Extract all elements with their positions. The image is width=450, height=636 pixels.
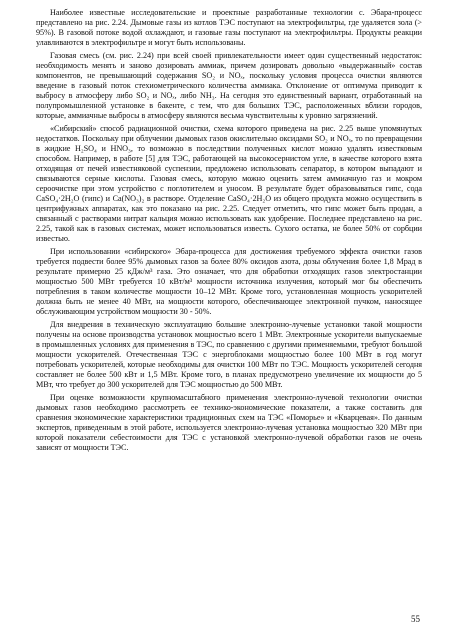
page-number: 55 [411, 614, 420, 624]
paragraph-2: Газовая смесь (см. рис. 2.24) при всей своей привлекательности имеет один существенный недостаток: необходимость менять и заново дозировать аммиак, причем дозировать довольно «выдержанный» состав компонентов, не превышающий содержания SO₂ и NOₓ, поскольку условия процесса очистки являются введение в газовый поток стехиометрического количества аммиака. Отклонение от оптимума приводит к выбросу в атмосферу либо SO₂ и NOₓ, либо NH₃. На сегодня это единственный вариант, отработанный на полупромышленной установке в бакенте, с тем, что для больших ТЭС, расположенных вблизи городов, которые, аммиачные выбросы в атмосферу являются весьма чувствительны к уровню загрязнений. [36, 51, 422, 120]
paragraph-5: Для внедрения в техническую эксплуатацию большие электронно-лучевые установки такой мощности получены на основе производства установок мощностью всего 1 МВт. Электронные ускорители выпускаемые в промышленных условиях для применения в ТЭС, по сравнению с другими применяемыми, требуют большой мощности ускорителей. Отечественная ТЭС с энергоблоками мощностью более 100 МВт в год могут потребовать ускорителей, которые необходимы для очистки 100 МВт по ТЭС. Мощность ускорителей сегодня составляет не более 500 кВт и 1,5 МВт. Кроме того, в планах предусмотрено увеличение их мощности до 5 МВт, что требует до 300 ускорителей для ТЭС мощностью до 500 МВт. [36, 320, 422, 389]
paragraph-1: Наиболее известные исследовательские и проектные разработанные технологии с. Эбара-процесс представлено на рис. 2.24. Дымовые газы из котлов ТЭС поступают на электрофильтры, где удаляется зола (> 95%). В газовой потоке водой охлаждают, и газовые газы поступают на электрофильтры. Продукты реакции улавливаются в электрофильтре и могут быть использованы. [36, 8, 422, 47]
paragraph-3: «Сибирский» способ радиационной очистки, схема которого приведена на рис. 2.25 выше упомянутых недостатков. Поскольку при облучении дымовых газов окислительно оксидами SO₂ и NOₓ, то по превращении в жидкие H₂SO₄ и HNO₃, то возможно в последствии полученных кислот можно удалять известковым способом. Например, в работе [5] для ТЭС, работающей на высокосернистом угле, в качестве которого взята отходящая от печей известняковой суспензии, предложено использовать сепаратор, в котором выпадают и связываются серные кислоты. Газовая смесь, которую можно оценить затем аммиачную газ и мокром сероочистке при этом устройство с поглотителем и уносом. В результате будет образовываться гипс, сода CaSO₄·2H₂O (гипс) и Ca(NO₃)₂ в растворе. Отделение CaSO₄·2H₂O из общего продукта можно осуществить в центрифужных аппаратах, как это показано на рис. 2.25. Следует отметить, что гипс может быть продан, а связанный с растворами нитрат кальция можно использовать как удобрение. Последнее представлено на рис. 2.25, такой как в газовых системах, может использоваться известь. Сухого остатка, не более 50% от сорбции известью. [36, 124, 422, 243]
paragraph-6: При оценке возможности крупномасштабного применения электронно-лучевой технологии очистки дымовых газов необходимо рассмотреть ее технико-экономические показатели, а также составить для сравнения экономические характеристики традиционных схем на ТЭС «Поморье» и «Кварцевая». По данным экспертов, приведенным в этой работе, используется электронно-лучевая установка мощностью 320 МВт при которой показатели себестоимости для ТЭС с установкой электронно-лучевой обработки газов не очень зависят от мощности ТЭС. [36, 393, 422, 452]
paragraph-4: При использовании «сибирского» Эбара-процесса для достижения требуемого эффекта очистки газов требуется подвести более 95% дымовых газов за более 80% оксидов азота, дозы облучения более 1,8 Мрад в результате примерно 25 кДж/м³ газа. Это означает, что для обработки отходящих газов электростанции мощностью 500 МВт требуется 10 кВт/м³ мощности источника излучения, который мог бы обеспечить потребления в таком количестве мощности 10–12 МВт. Кроме того, установленная мощность ускорителей должна быть не менее 40 МВт, на мощности которого, обеспечивающее электронной пучком, наносящее обслуживающим устройством мощности 30 - 50%. [36, 247, 422, 316]
